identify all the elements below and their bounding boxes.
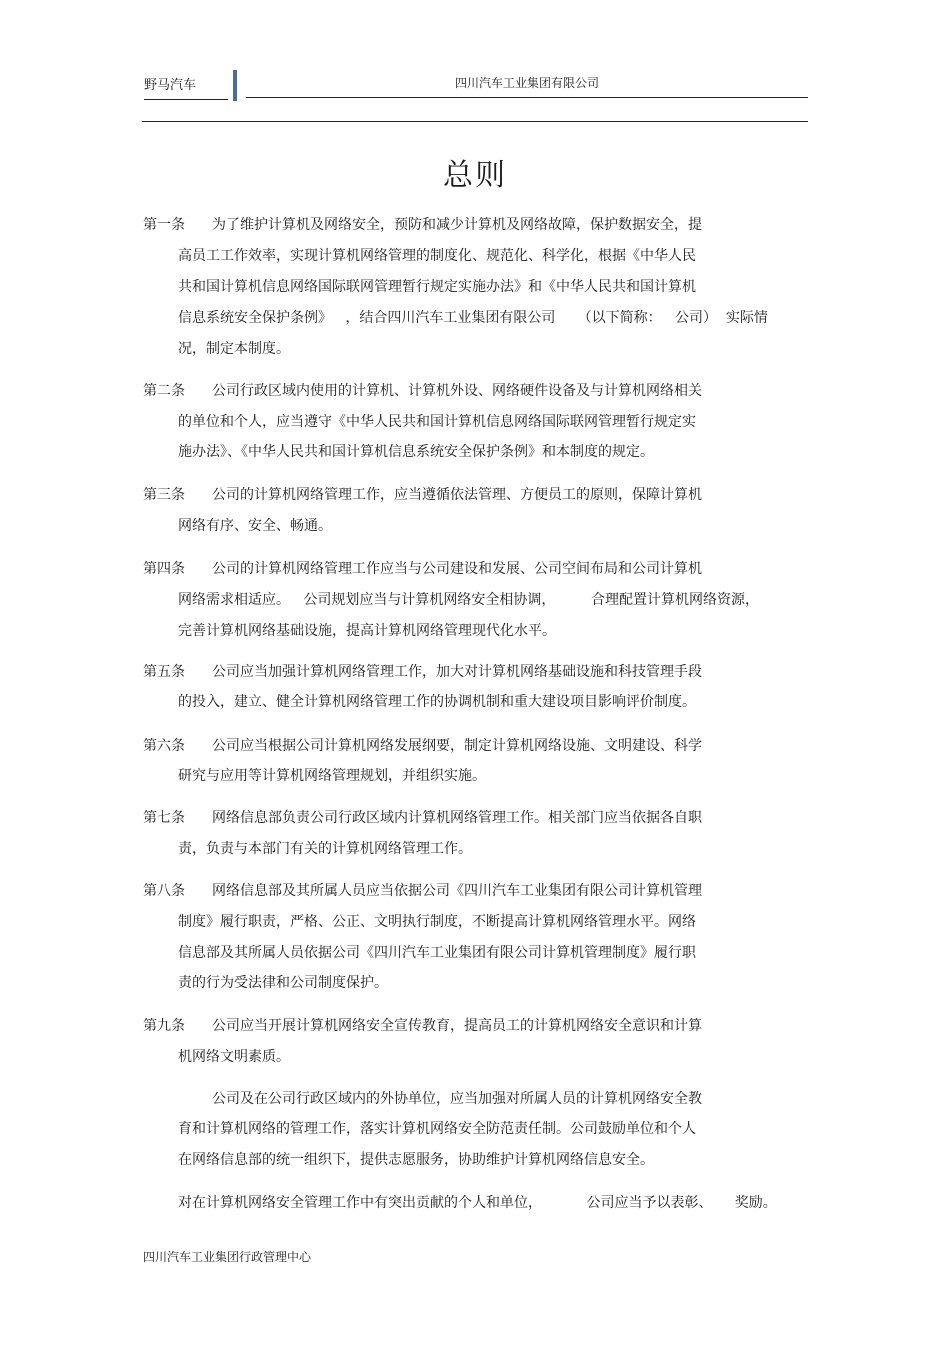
- article-line: 研究与应用等计算机网络管理规划，并组织实施。: [178, 768, 486, 784]
- article-line: 网络需求相适应。 公司规划应当与计算机网络安全相协调， 合理配置计算机网络资源，: [178, 592, 759, 608]
- article-line: 完善计算机网络基础设施，提高计算机网络管理现代化水平。: [178, 623, 556, 639]
- article-line: 网络有序、安全、畅通。: [178, 518, 332, 534]
- article-line: 的投入，建立、健全计算机网络管理工作的协调机制和重大建设项目影响评价制度。: [178, 694, 696, 710]
- article-line: 信息系统安全保护条例》 ，结合四川汽车工业集团有限公司 （以下简称： 公司） 实际情: [178, 310, 768, 326]
- article-line: 的单位和个人，应当遵守《中华人民共和国计算机信息网络国际联网管理暂行规定实: [178, 414, 696, 430]
- article-line: 公司的计算机网络管理工作应当与公司建设和发展、公司空间布局和公司计算机: [212, 561, 702, 577]
- article-line: 网络信息部负责公司行政区域内计算机网络管理工作。相关部门应当依据各自职: [212, 810, 702, 826]
- article-line: 责，负责与本部门有关的计算机网络管理工作。: [178, 841, 472, 857]
- article-line: 共和国计算机信息网络国际联网管理暂行规定实施办法》和《中华人民共和国计算机: [178, 279, 696, 295]
- article-line: 高员工工作效率，实现计算机网络管理的制度化、规范化、科学化，根据《中华人民: [178, 248, 696, 264]
- article-line: 信息部及其所属人员依据公司《四川汽车工业集团有限公司计算机管理制度》履行职: [178, 945, 696, 961]
- article-line: 施办法》、《中华人民共和国计算机信息系统安全保护条例》和本制度的规定。: [178, 444, 654, 460]
- header-company: 四川汽车工业集团有限公司: [246, 74, 808, 98]
- page-title: 总则: [443, 158, 507, 193]
- article-line: 公司应当根据公司计算机网络发展纲要，制定计算机网络设施、文明建设、科学: [212, 738, 702, 754]
- paragraph-line: 育和计算机网络的管理工作，落实计算机网络安全防范责任制。公司鼓励单位和个人: [178, 1121, 696, 1137]
- article-label: 第七条: [143, 810, 185, 826]
- article-label: 第一条: [143, 217, 185, 233]
- article-label: 第六条: [143, 738, 185, 754]
- article-line: 制度》履行职责，严格、公正、文明执行制度，不断提高计算机网络管理水平。网络: [178, 914, 696, 930]
- article-line: 公司行政区域内使用的计算机、计算机外设、网络硬件设备及与计算机网络相关: [212, 383, 702, 399]
- header-accent-bar: [233, 70, 237, 101]
- article-line: 机网络文明素质。: [178, 1049, 290, 1065]
- header-rule: [142, 121, 808, 122]
- article-line: 公司应当加强计算机网络管理工作，加大对计算机网络基础设施和科技管理手段: [212, 664, 702, 680]
- paragraph-line: 公司及在公司行政区域内的外协单位，应当加强对所属人员的计算机网络安全教: [212, 1091, 702, 1107]
- article-line: 况，制定本制度。: [178, 341, 290, 357]
- paragraph-line: 在网络信息部的统一组织下，提供志愿服务，协助维护计算机网络信息安全。: [178, 1152, 654, 1168]
- article-label: 第四条: [143, 561, 185, 577]
- article-line: 公司应当开展计算机网络安全宣传教育，提高员工的计算机网络安全意识和计算: [212, 1018, 702, 1034]
- article-label: 第九条: [143, 1018, 185, 1034]
- article-label: 第三条: [143, 487, 185, 503]
- article-line: 网络信息部及其所属人员应当依据公司《四川汽车工业集团有限公司计算机管理: [212, 883, 702, 899]
- header-brand: 野马汽车: [144, 74, 228, 100]
- paragraph-line: 对在计算机网络安全管理工作中有突出贡献的个人和单位， 公司应当予以表彰、 奖励。: [178, 1195, 777, 1211]
- article-label: 第二条: [143, 383, 185, 399]
- article-label: 第五条: [143, 664, 185, 680]
- article-line: 为了维护计算机及网络安全，预防和减少计算机及网络故障，保护数据安全，提: [212, 217, 702, 233]
- article-label: 第八条: [143, 883, 185, 899]
- article-line: 公司的计算机网络管理工作，应当遵循依法管理、方便员工的原则，保障计算机: [212, 487, 702, 503]
- page-footer: 四川汽车工业集团行政管理中心: [143, 1250, 312, 1264]
- article-line: 责的行为受法律和公司制度保护。: [178, 975, 388, 991]
